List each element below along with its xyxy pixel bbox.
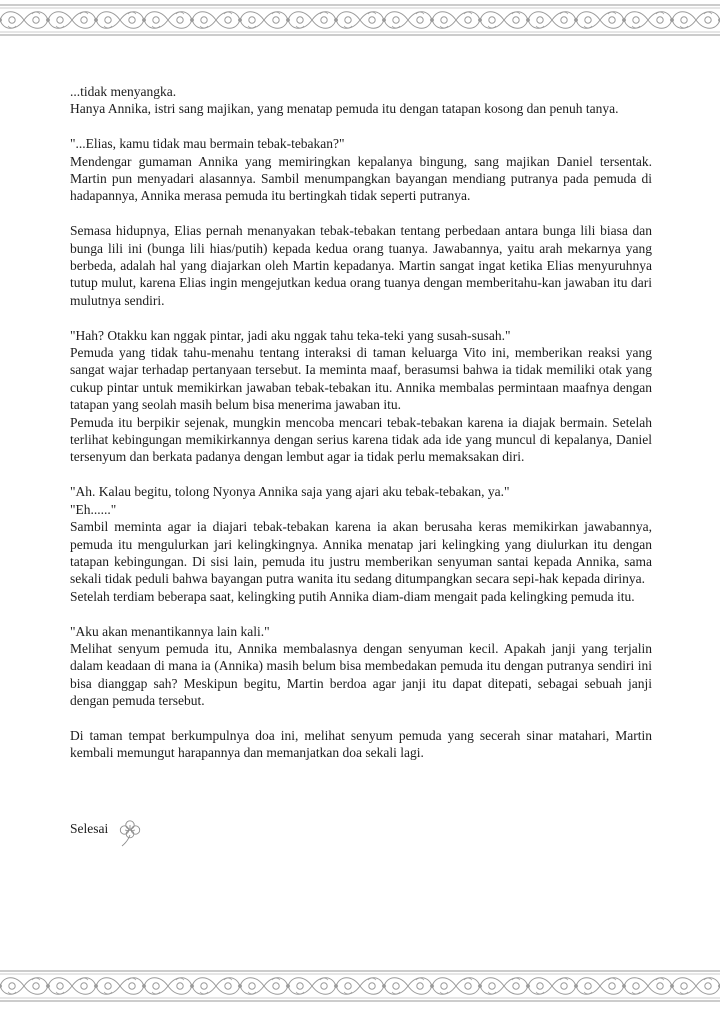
text-paragraph: "Ah. Kalau begitu, tolong Nyonya Annika saja yang ajari aku tebak-tebakan, ya." — [70, 484, 510, 500]
text-paragraph: Mendengar gumaman Annika yang memiringkan kepalanya bingung, sang majikan Daniel tersentak. Martin pun menyadari alasannya. Sambil menumpangkan bayangan mendiang putranya pada pemuda di hadapannya, Annika merasa pemuda itu bertingkah tidak seperti putranya. — [70, 153, 652, 204]
paragraph-gap — [70, 205, 652, 222]
paragraph-gap — [70, 309, 652, 326]
text-paragraph: Pemuda yang tidak tahu-menahu tentang interaksi di taman keluarga Vito ini, memberikan reaksi yang sangat wajar terhadap pertanyaan tersebut. Ia meminta maaf, berasumsi bahwa ia tidak memiliki otak yang cukup pintar untuk memikirkan jawaban tebak-tebakan itu. Annika membalas permintaan maafnya dengan tatapan yang seolah masih belum bisa menerima jawaban itu. — [70, 345, 652, 413]
text-paragraph: "Eh......" — [70, 501, 117, 517]
bottom-ornamental-border — [0, 966, 720, 1006]
paragraph-gap — [70, 605, 652, 622]
text-paragraph: Setelah terdiam beberapa saat, kelingking putih Annika diam-diam mengait pada kelingking pemuda itu. — [70, 588, 635, 604]
top-ornamental-border — [0, 0, 720, 40]
text-paragraph: "...Elias, kamu tidak mau bermain tebak-tebakan?" — [70, 136, 345, 152]
ornament-scroll-icon — [0, 0, 720, 40]
closing-line — [70, 820, 144, 848]
text-paragraph: Pemuda itu berpikir sejenak, mungkin mencoba mencari tebak-tebakan karena ia diajak bermain. Setelah terlihat kebingungan memikirkannya dengan serius karena tidak ada ide yang muncul di kepalanya, Daniel tersenyum dan berkata padanya dengan lembut agar ia tidak perlu memaksakan diri. — [70, 414, 652, 465]
text-paragraph: Semasa hidupnya, Elias pernah menanyakan tebak-tebakan tentang perbedaan antara bunga lili biasa dan bunga lili ini (bunga lili hias/putih) kepada kedua orang tuanya. Jawabannya, yaitu arah mekarnya yang berbeda, adalah hal yang diajarkan oleh Martin kepadanya. Martin sangat ingat ketika Elias menyuruhnya tutup mulut, karena Elias ingin mengejutkan kedua orang tuanya dengan memberitahu-kan jawaban itu dari mulutnya sendiri. — [70, 223, 652, 308]
text-paragraph: Sambil meminta agar ia diajari tebak-tebakan karena ia akan berusaha keras memikirkan jawabannya, pemuda itu mengulurkan jari kelingkingnya. Annika menatap jari kelingking yang diulurkan itu dengan tatapan kebingungan. Di sisi lain, pemuda itu justru memberikan senyuman santai kepada Annika, sama sekali tidak peduli bahwa bayangan putra wanita itu sedang ditumpangkan secara sepi-hak kepada dirinya. — [70, 519, 652, 587]
closing-label: Selesai — [70, 821, 109, 836]
paragraph-gap — [70, 466, 652, 483]
text-paragraph: ...tidak menyangka. — [70, 84, 177, 99]
paragraph-gap — [70, 118, 652, 135]
paragraph-gap — [70, 710, 652, 727]
text-paragraph: "Hah? Otakku kan nggak pintar, jadi aku nggak tahu teka-teki yang susah-susah." — [70, 327, 511, 343]
text-paragraph: "Aku akan menantikannya lain kali." — [70, 623, 270, 639]
text-paragraph: Melihat senyum pemuda itu, Annika membalasnya dengan senyuman kecil. Apakah janji yang terjalin dalam keadaan di mana ia (Annika) masih belum bisa membedakan pemuda itu dengan putranya sendiri ini bisa dianggap sah? Meskipun begitu, Martin berdoa agar janji itu dapat ditepati, sebagai sebuah janji dengan pemuda tersebut. — [70, 640, 652, 709]
clover-icon — [116, 818, 144, 848]
ornament-scroll-icon — [0, 966, 720, 1006]
text-paragraph: Di taman tempat berkumpulnya doa ini, melihat senyum pemuda yang secerah sinar matahari, Martin kembali memungut harapannya dan memanjatkan doa sekali lagi. — [70, 727, 652, 761]
story-text — [70, 83, 652, 762]
text-paragraph: Hanya Annika, istri sang majikan, yang menatap pemuda itu dengan tatapan kosong dan penuh tanya. — [70, 101, 619, 117]
